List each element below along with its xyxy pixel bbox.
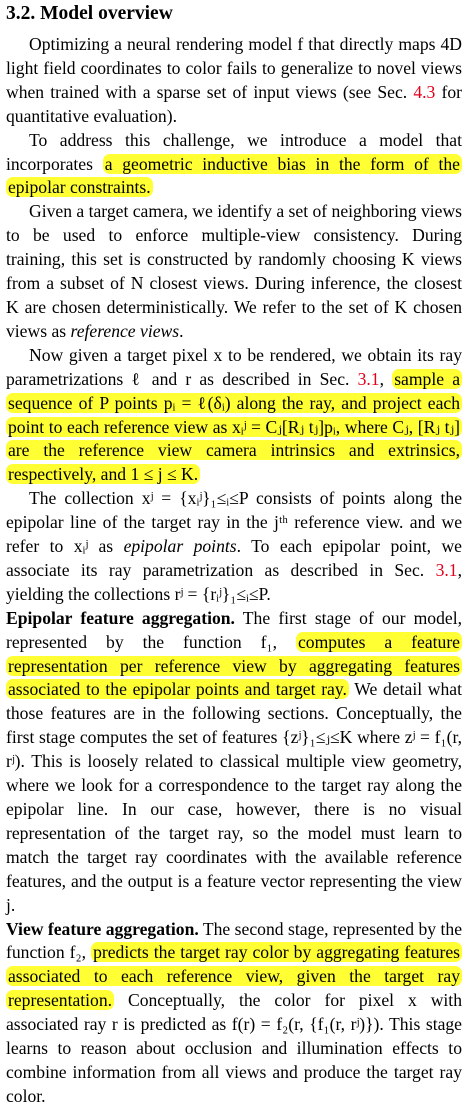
citation-link[interactable]: 3.1 [357,368,380,389]
citation-link[interactable]: 3.1 [435,559,458,580]
paragraph-epipolar-feature-aggregation [6,607,462,918]
text: To address this challenge, we introduce a model that incorporates [6,129,462,174]
text: . To each epipolar point, we associate its ray parametrization as described in Sec. [6,536,462,580]
text: , yielding the collections rʲ = {rᵢʲ}₁≤ᵢ≤P. [6,559,462,604]
paragraph-2 [6,129,462,201]
paragraph-1 [6,33,462,129]
text: . [179,320,184,341]
paragraph-3 [6,200,462,343]
paragraph-heading: View feature aggregation. [6,918,199,939]
text: The collection xʲ = {xᵢʲ}₁≤ᵢ≤P consists of points along the epipolar line of the target ray in the jᵗʰ reference view. and we refer to xᵢʲ as [6,488,462,557]
paragraph-heading: Epipolar feature aggregation. [6,607,235,628]
highlight: predicts the target ray color by aggregating features associated to each reference view, given the target ray representation. [8,942,461,1011]
section-title: Model overview [40,3,173,24]
text: Given a target camera, we identify a set of neighboring views to be used to enforce multiple-view consistency. During training, this set is constructed by randomly choosing K views from a subset of N closest views. During inference, the closest K are chosen deterministically. We refer to the set of K chosen views as [6,201,463,341]
paragraph-view-feature-aggregation [6,918,462,1109]
section-heading [6,2,462,26]
emphasis: epipolar points [123,536,237,557]
section-number: 3.2. [6,3,36,24]
highlight: computes a feature representation per reference view by aggregating features associated to the epipolar points and target ray. [8,631,460,700]
text: Optimizing a neural rendering model f that directly maps 4D light field coordinates to color fails to generalize to novel views when trained with a sparse set of input views (see Sec. [6,34,462,102]
paragraph-4 [6,344,462,487]
text: Now given a target pixel x to be rendered, we obtain its ray parametrizations ℓ and r as described in Sec. [6,344,462,389]
emphasis: reference views [70,320,180,341]
citation-link[interactable]: 4.3 [413,81,436,102]
text: We detail what those features are in the following sections. Conceptually, the first stage computes the set of features {zʲ}₁≤ⱼ≤K where zʲ = f₁(r, rʲ). This is loosely related to classical multiple view geometry, where we look for a correspondence to the target ray along the epipolar line. In our case, however, there is no visual representation of the target ray, so the model must learn to match the target ray coordinates with the available reference features, and the output is a feature vector representing the view j. [6,679,462,915]
text: The second stage, represented by the function f₂, [6,918,463,963]
text: for quantitative evaluation). [6,81,462,126]
highlight: sample a sequence of P points pᵢ = ℓ(δᵢ) along the ray, and project each point to each reference view as xᵢʲ = Cⱼ[Rⱼ tⱼ]pᵢ, where Cⱼ, [Rⱼ tⱼ] are the reference view camera intrinsics and extrinsics, respectively, and 1 ≤ j ≤ K. [8,368,461,485]
paragraph-5 [6,487,462,607]
text: , [379,368,393,389]
text: The first stage of our model, represented by the function f₁, [6,607,462,652]
highlight: a geometric inductive bias in the form of the epipolar constraints. [8,153,460,198]
text: Conceptually, the color for pixel x with associated ray r is predicted as f(r) = f₂(r, {f₁(r, rʲ)}). This stage learns to reason about occlusion and illumination effects to combine information from all views and produce the target ray color. [6,990,462,1106]
